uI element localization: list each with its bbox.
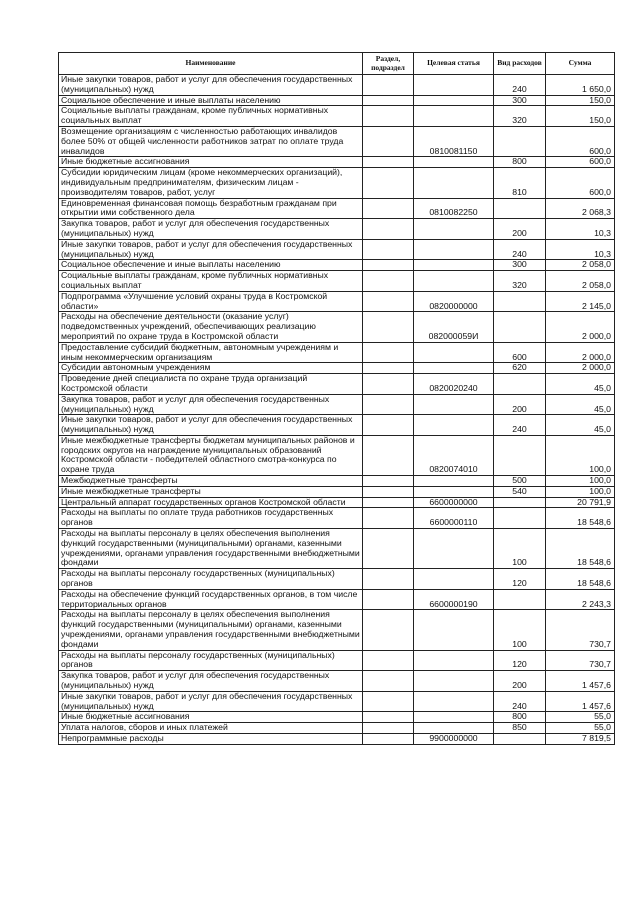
cell-target: 6600000190 [414, 589, 494, 610]
table-row [59, 126, 615, 156]
table-row [59, 168, 615, 198]
cell-type [494, 508, 546, 529]
header-name: Наименование [59, 53, 363, 75]
cell-name: Расходы на выплаты персоналу в целях обеспечения выполнения функций государственными (муниципальными) органами, казенными учреждениями, органами управления государственными внебюджетными фондами [59, 529, 363, 569]
cell-sum: 45,0 [546, 374, 615, 395]
cell-section [363, 569, 414, 590]
cell-section [363, 168, 414, 198]
cell-sum: 18 548,6 [546, 529, 615, 569]
cell-target: 0810081150 [414, 126, 494, 156]
cell-name: Иные закупки товаров, работ и услуг для обеспечения государственных (муниципальных) нужд [59, 239, 363, 260]
cell-sum: 20 791,9 [546, 497, 615, 508]
cell-target [414, 569, 494, 590]
cell-type [494, 497, 546, 508]
cell-sum: 150,0 [546, 106, 615, 127]
cell-name: Иные бюджетные ассигнования [59, 157, 363, 168]
cell-section [363, 342, 414, 363]
cell-sum: 18 548,6 [546, 569, 615, 590]
cell-section [363, 75, 414, 96]
table-row [59, 712, 615, 723]
cell-target [414, 712, 494, 723]
cell-name: Иные бюджетные ассигнования [59, 712, 363, 723]
cell-section [363, 650, 414, 671]
cell-name: Подпрограмма «Улучшение условий охраны труда в Костромской области» [59, 291, 363, 312]
cell-type [494, 589, 546, 610]
cell-section [363, 157, 414, 168]
table-row [59, 671, 615, 692]
cell-sum: 730,7 [546, 650, 615, 671]
cell-section [363, 610, 414, 650]
cell-type [494, 126, 546, 156]
cell-type: 240 [494, 75, 546, 96]
cell-target [414, 476, 494, 487]
cell-type: 100 [494, 610, 546, 650]
cell-sum: 55,0 [546, 723, 615, 734]
cell-target [414, 106, 494, 127]
cell-sum: 600,0 [546, 168, 615, 198]
table-row [59, 75, 615, 96]
cell-type: 320 [494, 271, 546, 292]
cell-type: 240 [494, 239, 546, 260]
cell-name: Предоставление субсидий бюджетным, автономным учреждениям и иным некоммерческим организациям [59, 342, 363, 363]
cell-target [414, 260, 494, 271]
cell-target [414, 723, 494, 734]
cell-name: Иные закупки товаров, работ и услуг для обеспечения государственных (муниципальных) нужд [59, 415, 363, 436]
cell-section [363, 589, 414, 610]
cell-type: 100 [494, 529, 546, 569]
cell-sum: 2 058,0 [546, 271, 615, 292]
table-body [59, 75, 615, 745]
cell-target [414, 610, 494, 650]
cell-sum: 1 457,6 [546, 671, 615, 692]
cell-sum: 100,0 [546, 476, 615, 487]
table-row [59, 291, 615, 312]
cell-section [363, 691, 414, 712]
cell-name: Социальные выплаты гражданам, кроме публичных нормативных социальных выплат [59, 271, 363, 292]
cell-name: Иные межбюджетные трансферты [59, 486, 363, 497]
cell-sum: 100,0 [546, 486, 615, 497]
table-header-row [59, 53, 615, 75]
header-sum: Сумма [546, 53, 615, 75]
cell-name: Иные закупки товаров, работ и услуг для обеспечения государственных (муниципальных) нужд [59, 691, 363, 712]
cell-type: 300 [494, 95, 546, 106]
table-row [59, 106, 615, 127]
cell-section [363, 486, 414, 497]
cell-name: Расходы на выплаты персоналу в целях обеспечения выполнения функций государственными (муниципальными) органами, казенными учреждениями, органами управления государственными внебюджетными фондами [59, 610, 363, 650]
cell-name: Социальное обеспечение и иные выплаты населению [59, 260, 363, 271]
cell-target [414, 691, 494, 712]
cell-section [363, 219, 414, 240]
table-row [59, 691, 615, 712]
cell-type: 850 [494, 723, 546, 734]
cell-sum: 2 000,0 [546, 342, 615, 363]
cell-section [363, 271, 414, 292]
cell-name: Центральный аппарат государственных органов Костромской области [59, 497, 363, 508]
cell-target: 9900000000 [414, 734, 494, 745]
cell-name: Расходы на выплаты по оплате труда работников государственных органов [59, 508, 363, 529]
budget-table-page [58, 52, 614, 745]
cell-type [494, 734, 546, 745]
table-row [59, 342, 615, 363]
cell-type [494, 435, 546, 475]
cell-name: Уплата налогов, сборов и иных платежей [59, 723, 363, 734]
cell-target [414, 415, 494, 436]
cell-section [363, 497, 414, 508]
cell-section [363, 291, 414, 312]
cell-sum: 730,7 [546, 610, 615, 650]
table-row [59, 589, 615, 610]
cell-target [414, 529, 494, 569]
cell-section [363, 95, 414, 106]
cell-sum: 1 457,6 [546, 691, 615, 712]
cell-sum: 55,0 [546, 712, 615, 723]
table-row [59, 508, 615, 529]
cell-name: Расходы на обеспечение функций государственных органов, в том числе территориальных органов [59, 589, 363, 610]
cell-section [363, 671, 414, 692]
cell-section [363, 239, 414, 260]
cell-type: 540 [494, 486, 546, 497]
cell-name: Социальное обеспечение и иные выплаты населению [59, 95, 363, 106]
cell-target [414, 342, 494, 363]
table-row [59, 271, 615, 292]
table-row [59, 219, 615, 240]
cell-type [494, 198, 546, 219]
cell-type: 800 [494, 712, 546, 723]
table-row [59, 198, 615, 219]
cell-type [494, 312, 546, 342]
cell-sum: 10,3 [546, 239, 615, 260]
cell-name: Субсидии юридическим лицам (кроме некоммерческих организаций), индивидуальным предпринимателям, физическим лицам - производителям товаров, работ, услуг [59, 168, 363, 198]
cell-target [414, 671, 494, 692]
cell-type: 300 [494, 260, 546, 271]
cell-type: 810 [494, 168, 546, 198]
cell-sum: 18 548,6 [546, 508, 615, 529]
table-row [59, 415, 615, 436]
table-row [59, 435, 615, 475]
table-row [59, 394, 615, 415]
cell-section [363, 126, 414, 156]
cell-name: Субсидии автономным учреждениям [59, 363, 363, 374]
table-row [59, 239, 615, 260]
cell-section [363, 508, 414, 529]
table-row [59, 486, 615, 497]
header-type: Вид расходов [494, 53, 546, 75]
budget-table [58, 52, 615, 745]
cell-target: 0820074010 [414, 435, 494, 475]
cell-name: Социальные выплаты гражданам, кроме публичных нормативных социальных выплат [59, 106, 363, 127]
table-row [59, 157, 615, 168]
cell-sum: 600,0 [546, 126, 615, 156]
table-row [59, 610, 615, 650]
cell-name: Закупка товаров, работ и услуг для обеспечения государственных (муниципальных) нужд [59, 219, 363, 240]
cell-name: Единовременная финансовая помощь безработным гражданам при открытии ими собственного дела [59, 198, 363, 219]
table-row [59, 374, 615, 395]
table-row [59, 312, 615, 342]
cell-name: Иные межбюджетные трансферты бюджетам муниципальных районов и городских округов на награждение муниципальных образований Костромской области - победителей областного смотра-конкурса по охране труда [59, 435, 363, 475]
cell-target: 6600000000 [414, 497, 494, 508]
cell-target: 082000059И [414, 312, 494, 342]
cell-section [363, 374, 414, 395]
cell-sum: 45,0 [546, 394, 615, 415]
cell-type: 240 [494, 415, 546, 436]
cell-sum: 150,0 [546, 95, 615, 106]
cell-name: Расходы на обеспечение деятельности (оказание услуг) подведомственных учреждений, обеспечивающих реализацию мероприятий по охране труда в Костромской области [59, 312, 363, 342]
cell-type: 600 [494, 342, 546, 363]
cell-sum: 2 000,0 [546, 312, 615, 342]
cell-section [363, 435, 414, 475]
cell-section [363, 312, 414, 342]
cell-target [414, 650, 494, 671]
cell-type: 500 [494, 476, 546, 487]
cell-sum: 45,0 [546, 415, 615, 436]
cell-name: Закупка товаров, работ и услуг для обеспечения государственных (муниципальных) нужд [59, 671, 363, 692]
cell-target [414, 239, 494, 260]
table-row [59, 497, 615, 508]
cell-section [363, 712, 414, 723]
header-target: Целевая статья [414, 53, 494, 75]
cell-type: 200 [494, 671, 546, 692]
table-row [59, 723, 615, 734]
cell-name: Непрограммные расходы [59, 734, 363, 745]
cell-type: 800 [494, 157, 546, 168]
cell-section [363, 723, 414, 734]
table-row [59, 650, 615, 671]
cell-sum: 600,0 [546, 157, 615, 168]
cell-target [414, 95, 494, 106]
cell-target [414, 219, 494, 240]
cell-target: 0810082250 [414, 198, 494, 219]
cell-section [363, 260, 414, 271]
cell-section [363, 529, 414, 569]
cell-target [414, 157, 494, 168]
cell-name: Возмещение организациям с численностью работающих инвалидов более 50% от общей численности работников затрат по оплате труда инвалидов [59, 126, 363, 156]
cell-sum: 7 819,5 [546, 734, 615, 745]
cell-sum: 10,3 [546, 219, 615, 240]
cell-type: 120 [494, 569, 546, 590]
table-row [59, 734, 615, 745]
cell-target [414, 75, 494, 96]
cell-name: Проведение дней специалиста по охране труда организаций Костромской области [59, 374, 363, 395]
cell-target [414, 394, 494, 415]
table-row [59, 569, 615, 590]
cell-sum: 2 058,0 [546, 260, 615, 271]
cell-type: 320 [494, 106, 546, 127]
cell-target: 0820020240 [414, 374, 494, 395]
cell-sum: 100,0 [546, 435, 615, 475]
table-row [59, 363, 615, 374]
cell-target [414, 363, 494, 374]
cell-section [363, 198, 414, 219]
cell-type: 200 [494, 219, 546, 240]
cell-sum: 2 145,0 [546, 291, 615, 312]
cell-target: 6600000110 [414, 508, 494, 529]
cell-section [363, 106, 414, 127]
cell-target: 0820000000 [414, 291, 494, 312]
cell-section [363, 734, 414, 745]
cell-target [414, 486, 494, 497]
cell-section [363, 394, 414, 415]
cell-type: 120 [494, 650, 546, 671]
cell-name: Расходы на выплаты персоналу государственных (муниципальных) органов [59, 569, 363, 590]
cell-type [494, 374, 546, 395]
table-row [59, 95, 615, 106]
cell-type: 200 [494, 394, 546, 415]
header-section: Раздел, подраздел [363, 53, 414, 75]
cell-name: Закупка товаров, работ и услуг для обеспечения государственных (муниципальных) нужд [59, 394, 363, 415]
cell-name: Межбюджетные трансферты [59, 476, 363, 487]
cell-type: 240 [494, 691, 546, 712]
cell-target [414, 271, 494, 292]
table-row [59, 529, 615, 569]
cell-sum: 2 068,3 [546, 198, 615, 219]
cell-sum: 2 000,0 [546, 363, 615, 374]
cell-section [363, 415, 414, 436]
cell-type: 620 [494, 363, 546, 374]
cell-type [494, 291, 546, 312]
cell-section [363, 363, 414, 374]
cell-name: Иные закупки товаров, работ и услуг для обеспечения государственных (муниципальных) нужд [59, 75, 363, 96]
cell-name: Расходы на выплаты персоналу государственных (муниципальных) органов [59, 650, 363, 671]
table-row [59, 476, 615, 487]
cell-section [363, 476, 414, 487]
cell-target [414, 168, 494, 198]
cell-sum: 1 650,0 [546, 75, 615, 96]
table-row [59, 260, 615, 271]
cell-sum: 2 243,3 [546, 589, 615, 610]
